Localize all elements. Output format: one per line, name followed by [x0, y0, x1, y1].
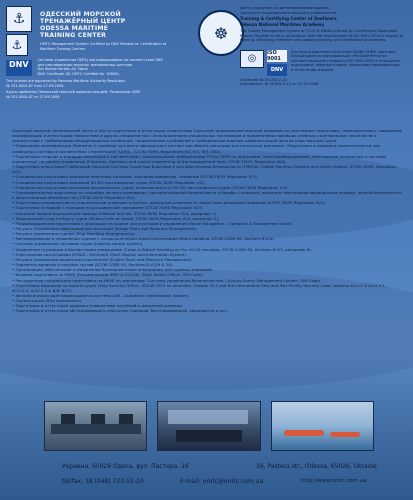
simulator-photo — [157, 401, 260, 451]
address-ua: Украина, 65026 Одеса, вул. Пастера, 16 — [62, 463, 189, 470]
course-item: • Базовая подготовка по МКУБ (Рекомендации ИМО A.741(18), Ships Safety Officer, ISM Code). — [12, 272, 204, 278]
classroom-photo — [44, 401, 147, 451]
email-link[interactable]: E-mail: omtc@omtc.com.ua — [180, 478, 264, 485]
right-cert-row — [240, 46, 408, 76]
title-line: ОДЕССКИЙ МОРСКОЙ — [40, 11, 121, 18]
course-item: • Оказание первой медицинской помощи (Medical first aid, STCW-78/95 Regulation VI/4, paragraph 1). — [12, 210, 218, 216]
screen-shape — [168, 410, 248, 424]
anchor-icon: ⚓ — [6, 6, 32, 32]
title-line: TRAINING CENTER — [40, 32, 107, 39]
website-link[interactable]: http://www.omtc.com.ua — [301, 478, 367, 484]
dnv-logo: DNV — [6, 60, 32, 76]
course-item: • Специальная подготовка экипажей RO-RO пассажирских судов (STCW-78/95 Regulation V/2). — [12, 179, 207, 185]
footer — [0, 456, 413, 500]
ministry-line: Курсы одобрены Панамской морской администрацией. Резолюция: ADM — [6, 90, 141, 94]
approval-line: The courses are approved by Panama Maritime Authority Resolution — [6, 79, 126, 83]
dnv-badge: DNV — [267, 64, 287, 76]
cert-ru: Сертификат № 05.002.0-10 от 27.05.2006 — [240, 82, 319, 86]
course-item: • Маневрирование и управление судном с несовершенными характеристиками (Ship's handling, STCW CODE-95, Sections B-V/a). — [12, 236, 275, 242]
course-item: • Медицинский уход на борту судна (Medical care on board, STCW-78/95 Regulation VI/4, paragraph 2). — [12, 215, 220, 221]
approval-block — [6, 79, 206, 99]
omtc-line: ОМТС Management System Certified by DNV Related to: Certification of Maritime Training Centres — [40, 42, 167, 51]
title-line: ODESSA MARITIME — [40, 25, 109, 32]
right-title: Training & Certifying Center of Seafarers — [240, 16, 337, 21]
course-item: • Автоматическая идентификационная система (AIS – Automatic Identification System). — [12, 293, 190, 298]
desk-shape — [51, 424, 141, 434]
console-shape — [176, 430, 242, 442]
right-header — [240, 6, 408, 87]
anchor-icon: ⚓ — [6, 34, 28, 56]
right-badges — [240, 50, 287, 76]
right-desc-ru: Система управления качеством ЦПДМ ОНМА признана Ассоциацией по сертификации «Русский Регистр» соответствующей стандарту ISO 9001:2000 в отношении подготовки, переподготовки, повышения квалификации и аттестации моряков — [291, 49, 400, 72]
course-item: • Перевозка вредных и опасных грузов (STCW CODE-95, Sections B-V/1/9 & 10). — [12, 262, 174, 268]
left-logos — [6, 6, 32, 56]
ministry-line: № 331-0004-AT от 27.09.2006 — [6, 94, 60, 99]
left-cert-text — [38, 58, 168, 76]
right-line: Одесского национального морского университета — [240, 10, 337, 15]
iso-badge: ISO 9001 — [267, 50, 287, 62]
body-text — [12, 128, 402, 314]
left-title-block — [40, 11, 182, 51]
course-item: • Подготовка и аттестация обслуживающего персонала (поваров, бортпроводников, официантов и пр.). — [12, 308, 229, 314]
course-item: • Управление грузовыми и балластными операциями (Cargo & Ballast Handling on the LICOS simulator, STCW CODE-95, Sections B-V/1, paragraph 6). — [12, 246, 312, 252]
course-item: • Ресурсы управления машинным отделением (Engine Team and Resource Management). — [12, 256, 193, 262]
course-item: • Подготовка операторов Глобальной Морской Системы Связи при Бедствии и для обеспечения Безопасности (ГМССБ) (Global Maritime Distress and Safety System, STCW-78/95, Regulation IV/2). — [12, 164, 397, 175]
course-item: • Специальная подготовка экипажей пассажирских судов, отличающихся от RO-RO пассажирских судов (STCW-78/95 Regulation V/3). — [12, 184, 289, 190]
approval-line: № 331-0004-AT from 27.09.2006 — [6, 83, 64, 88]
boat-training-photo — [271, 401, 374, 451]
course-item: • Расширенная специальная подготовка по МКУБ на тренажере "Система управления безопасностью" (Quality Safety Management System, ISM-Code). — [12, 277, 322, 283]
course-item: • Система управления грузовым судна (Loading control system). — [12, 241, 144, 247]
course-item: • Подготовка по борьбе с пожаром по расширенной программе (STCW-78/95 Regulation VI/3). — [12, 205, 204, 211]
course-item: • Радиолокационная подготовка к прокладке на уровне эксплуатации и управления (Radar Navigation – Operation & Management Level). — [12, 220, 294, 226]
monitor-shape — [61, 414, 75, 424]
badge-stack — [267, 50, 287, 76]
course-item: • Специальная подготовка экипажей нефтяных танкеров, танкеров-химовозов, газовозов (STCW-78/95 Regulation V/1). — [12, 174, 258, 180]
intro-paragraph: Одесский морской тренажерный центр и Центр подготовки и аттестации плавсостава Одесской национальной морской академии осуществляют подготовку, переподготовку, повышение квалификации и аттестацию плавсостава и других специалистов с использованием специальных тренажеров и применением новейших учебных и контрольных технологий в соответствии с требованиями международных конвенций, национальных требований и требованиями морских администраций флагов ряда морских судов. — [12, 128, 402, 144]
course-item: • Подготовка старших и младших механиков в соответствии с минимальными требованиями STCW-78/95 по программе "Электрооборудование, электронная аппаратура и системы управления" на уровне управления (Electrical, electronic and control engineering at the management level, STCW-78/95, Regulation III/2). — [12, 153, 387, 164]
cert-line: DNV Certificate (ID ОМТС Certified No. 90808) — [37, 71, 119, 76]
header — [0, 0, 413, 122]
title-line: ТРЕНАЖЁРНЫЙ ЦЕНТР — [40, 18, 126, 25]
course-item: • Подготовка специалистов по спасательным шлюпкам и плотам, дежурным шлюпкам и скоростным дежурным шлюпкам (STCW-78/95 Regulation VI/2). — [12, 200, 327, 206]
course-item: • Ресурсы управления судном (Ship Handling Arrangements). — [12, 231, 136, 237]
address-en: 16, Pastera str., Odessa, 65026, Ukraine — [256, 463, 377, 470]
monitor-shape — [119, 414, 133, 424]
course-item: • Электронная картография (ECDIS – Electronic Chart Display and Information System). — [12, 251, 188, 257]
raft-shape — [330, 432, 360, 437]
course-item: • Ресурсы управления навигационным мостиком (Bridge Team and Resource Management). — [12, 225, 198, 231]
raft-shape — [284, 430, 324, 436]
course-item: • Подготовка офицеров по охране судна (Ship Security Officer, SOLAS 1974 as amended, Chapter XI-2 and the international Ship and Port Facility Security Code, sections A/12.1 & A/12.3.1, A/12.2.4, A/12.3.4 & B/8, B/13). — [12, 282, 386, 293]
cert-num: Certificate № 05.002.0-10 — [240, 77, 287, 82]
course-item: • Ознакомительная подготовка по способам личного выживания, противопожарной безопасности и борьбы с пожаром, оказанию неотложной медицинской помощи, личной безопасности и общественным обязанностям (STCW-78/95 Regulation VI/1). — [12, 189, 402, 201]
left-logo-row — [6, 6, 182, 56]
system-line: Система управления ОМТЦ сертифицирована на соответствие DNV для сертификации морских тренажёрных центров — [37, 58, 163, 67]
photo-strip — [44, 401, 374, 449]
right-title: Odessa National Maritime Academy — [240, 22, 325, 27]
course-item: • Оценка риска (Risk Assessment). — [12, 298, 83, 304]
course-item: • Подготовка и аттестация рядового плавсостава палубной и машинной команды. — [12, 303, 184, 309]
monitor-shape — [91, 414, 105, 424]
left-header — [6, 6, 182, 99]
ship-wheel-seal — [198, 10, 244, 56]
left-cert-block — [6, 58, 182, 76]
telephone: tel/fax: 38 (048) 723-52-20 — [62, 478, 144, 485]
course-item: • Повышение квалификации (Refresher & updating) для всего офицерского состава при обмене дипломов или получении дипломов. (Подготовка и проверка компетентности лиц командного состава в соответствии с Конвенцией ПДНВ). (STCW-78/95, Regulations II/1, II/2, III/1, III/2). — [12, 143, 381, 154]
cert-line: Det Norske Veritas AS. Høvik — [37, 67, 88, 71]
ship-wheel-icon: ☸ — [198, 10, 244, 56]
right-desc: The Quality Management System of TCCS of ONMA is found by Certification Association Russian Register to be in accordance with the requirements of ISO 9001:2000 in respect of training, retraining, refresher and updating training and certification of seafarers. — [240, 29, 404, 42]
course-item: • Организация, обеспечение и управление буксировочными операциями для судовых экипажей. — [12, 267, 214, 273]
right-line: Центр подготовки и дипломирования моряков — [240, 6, 329, 10]
register-icon: ◎ — [240, 50, 264, 68]
